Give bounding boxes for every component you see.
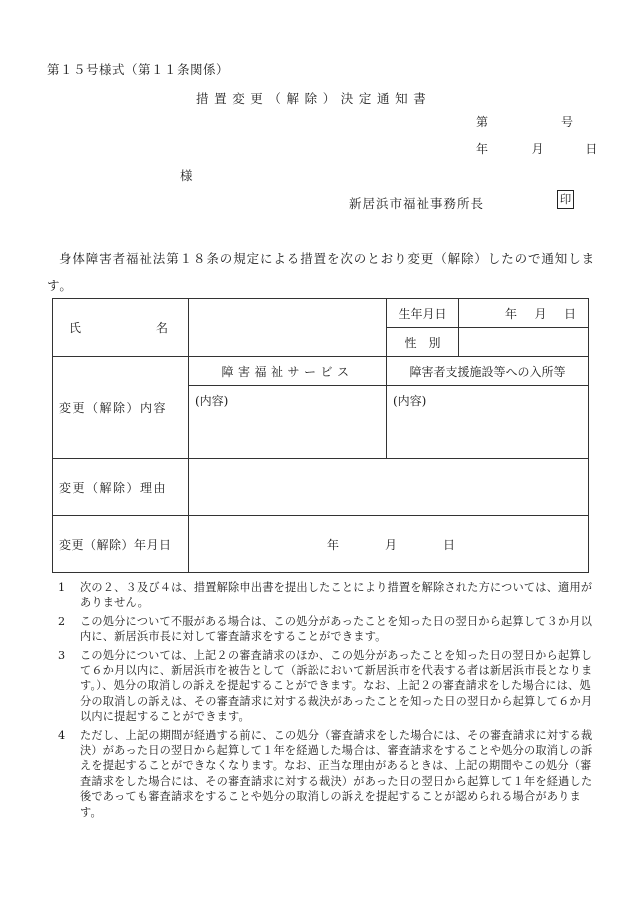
- issue-date-day: 日: [585, 142, 598, 156]
- note-number: 2: [58, 614, 66, 628]
- notes-list: [58, 580, 596, 823]
- issue-date: [476, 140, 597, 157]
- change-date-month: 月: [385, 537, 398, 552]
- seal-stamp: 印: [557, 190, 574, 209]
- note-number: 3: [58, 648, 66, 662]
- birthdate-label: 生年月日: [387, 299, 459, 328]
- note-item: [58, 728, 596, 820]
- birthdate-day: 日: [563, 306, 576, 321]
- sex-label: 性 別: [387, 328, 459, 357]
- service-header: 障害福祉サービス: [189, 357, 387, 386]
- reason-label: 変更（解除）理由: [53, 459, 189, 516]
- note-text: この処分について不服がある場合は、この処分があったことを知った日の翌日から起算して３か月以内に、新居浜市長に対して審査請求をすることができます。: [80, 614, 593, 644]
- note-number: 4: [58, 728, 66, 742]
- issue-date-year: 年: [476, 142, 489, 156]
- birthdate-month: 月: [534, 306, 547, 321]
- name-label-2: 名: [155, 321, 168, 335]
- notice-table: [52, 298, 589, 573]
- facility-header: 障害者支援施設等への入所等: [387, 357, 589, 386]
- addressee-suffix: 様: [180, 168, 193, 183]
- document-title: 措置変更（解除）決定通知書: [196, 91, 432, 106]
- reason-value-cell[interactable]: [189, 459, 589, 516]
- change-date-year: 年: [327, 537, 340, 552]
- issuer-name: 新居浜市福祉事務所長: [349, 196, 485, 211]
- note-item: [58, 614, 596, 645]
- content-label: 変更（解除）内容: [53, 357, 189, 459]
- name-value-cell[interactable]: [189, 299, 387, 357]
- note-text: この処分については、上記２の審査請求のほか、この処分があったことを知った日の翌日から起算して６か月以内に、新居浜市を被告として（訴訟において新居浜市を代表する者は新居浜市長となります。）、処分の取消しの訴えを提起することができます。なお、上記２の審査請求をした場合には、処分の取消しの訴えは、その審査請求に対する裁決があったことを知った日の翌日から起算して６か月以内に提起することができます。: [80, 648, 593, 724]
- name-label-cell: [53, 299, 189, 357]
- service-content-label: (内容): [195, 394, 229, 408]
- date-value-cell[interactable]: [189, 516, 589, 573]
- body-text: 身体障害者福祉法第１８条の規定による措置を次のとおり変更（解除）したので通知します。: [47, 251, 596, 293]
- number-prefix: 第: [476, 115, 489, 129]
- service-content-cell[interactable]: [189, 386, 387, 459]
- note-text: 次の２、３及び４は、措置解除申出書を提出したことにより措置を解除された方については、適用がありません。: [80, 581, 593, 610]
- note-number: 1: [58, 581, 66, 594]
- birthdate-value-cell[interactable]: [459, 299, 589, 328]
- name-label-1: 氏: [69, 321, 82, 335]
- note-item: [58, 648, 596, 725]
- birthdate-year: 年: [505, 306, 518, 321]
- number-suffix: 号: [561, 115, 574, 129]
- form-number: 第１５号様式（第１１条関係）: [47, 62, 230, 77]
- note-text: ただし、上記の期間が経過する前に、この処分（審査請求をした場合には、その審査請求に対する裁決）があった日の翌日から起算して１年を経過した場合は、審査請求をすることや処分の取消しの訴えを提起することができなくなります。なお、正当な理由があるときは、上記の期間やこの処分（審査請求をした場合には、その審査請求に対する裁決）があった日の翌日から起算して１年を経過した後であっても審査請求をすることや処分の取消しの訴えを提起することが認められる場合があります。: [80, 728, 593, 819]
- sex-value-cell[interactable]: [459, 328, 589, 357]
- facility-content-label: (内容): [393, 394, 427, 408]
- change-date-day: 日: [443, 537, 456, 552]
- issue-date-month: 月: [531, 142, 544, 156]
- facility-content-cell[interactable]: [387, 386, 589, 459]
- note-item: [58, 580, 596, 611]
- date-label: 変更（解除）年月日: [53, 516, 189, 573]
